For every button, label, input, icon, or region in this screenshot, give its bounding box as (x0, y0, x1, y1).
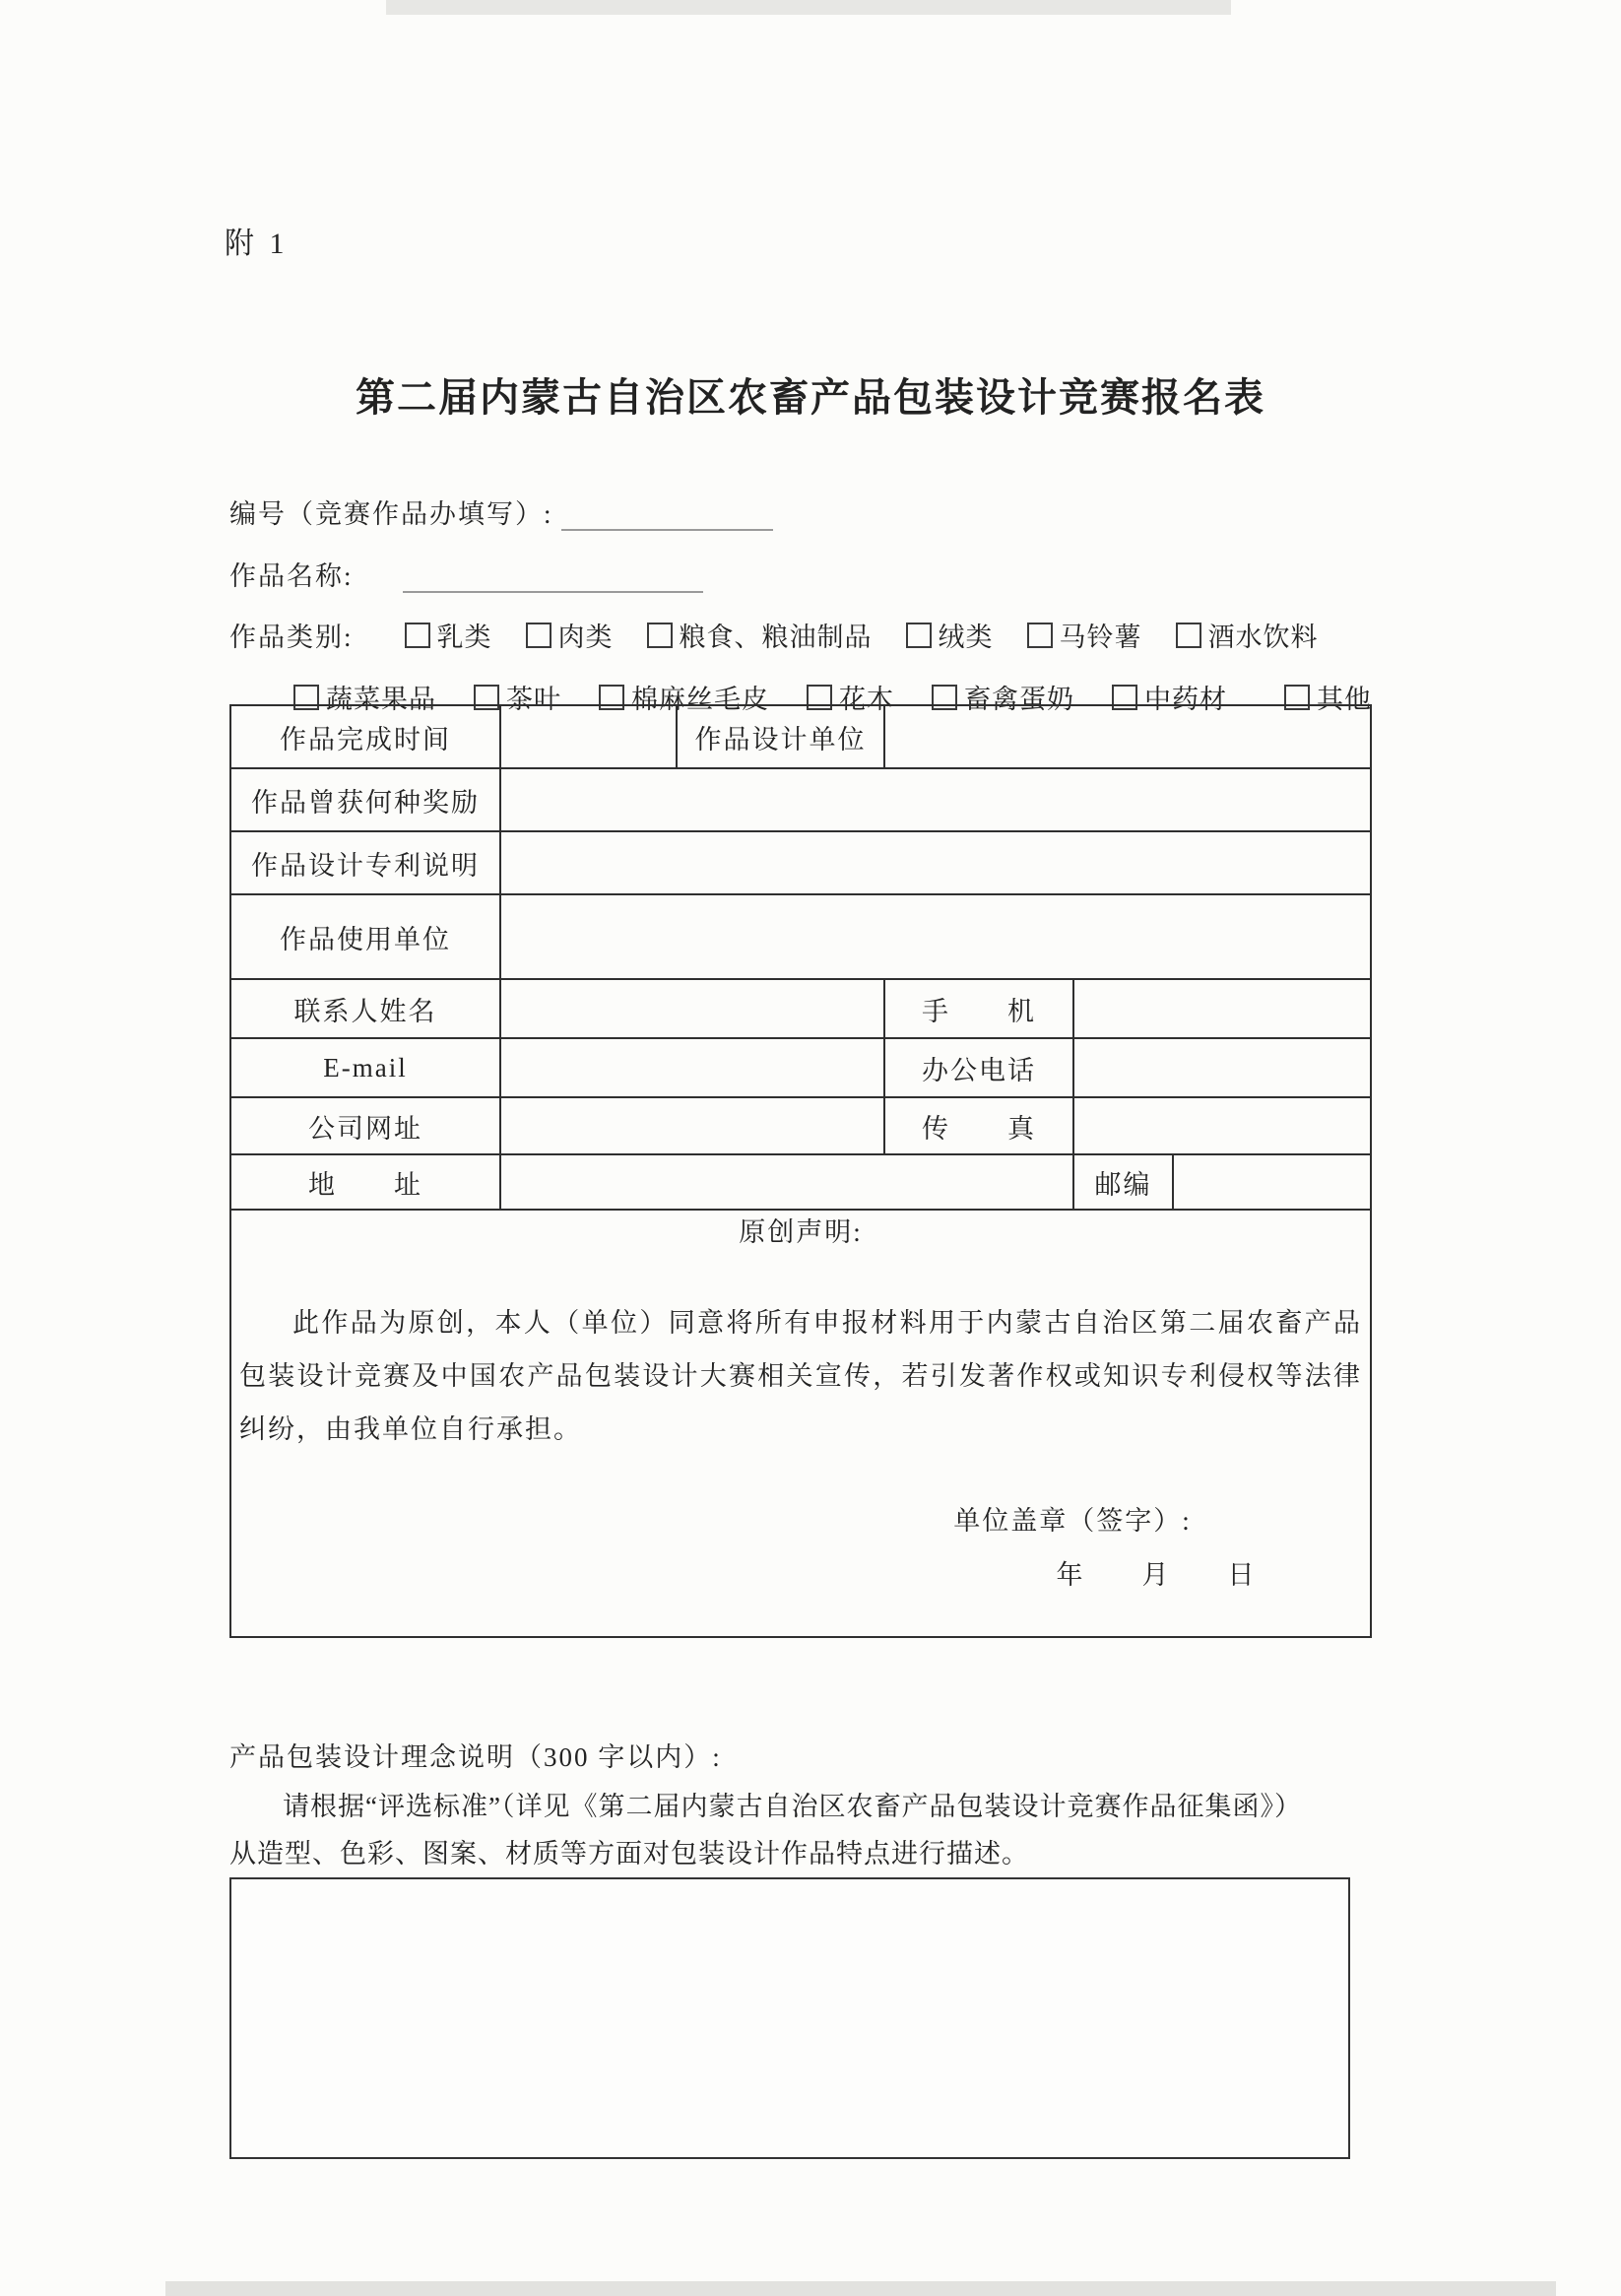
category-option-cashmere[interactable] (906, 616, 994, 654)
category-option-label: 马铃薯 (1059, 623, 1142, 652)
office-phone-label: 办公电话 (884, 1038, 1073, 1097)
design-unit-label: 作品设计单位 (677, 705, 884, 768)
category-option-grain[interactable] (647, 616, 873, 654)
address-label: 地 址 (230, 1154, 500, 1210)
category-option-label: 茶叶 (506, 685, 561, 714)
table-row (230, 705, 1371, 768)
checkbox-icon[interactable] (1176, 623, 1201, 648)
fax-label: 传 真 (884, 1097, 1073, 1154)
email-label: E-mail (230, 1038, 500, 1097)
category-option-label: 乳类 (436, 623, 492, 652)
attachment-label: 附 1 (225, 228, 289, 260)
table-row (230, 894, 1371, 979)
table-row (230, 831, 1371, 894)
patent-value-cell[interactable] (500, 831, 1371, 894)
email-value-cell[interactable] (500, 1038, 884, 1097)
postcode-value-cell[interactable] (1173, 1154, 1371, 1210)
concept-description-box[interactable] (229, 1877, 1350, 2159)
concept-heading: 产品包装设计理念说明（300 字以内）: (229, 1742, 722, 1772)
website-label: 公司网址 (230, 1097, 500, 1154)
checkbox-icon[interactable] (647, 623, 673, 648)
checkbox-icon[interactable] (405, 623, 430, 648)
category-option-label: 酒水饮料 (1207, 623, 1319, 652)
category-option-label: 中药材 (1144, 685, 1227, 714)
work-name-label: 作品名称: (229, 561, 354, 591)
concept-instruction-line2: 从造型、色彩、图案、材质等方面对包装设计作品特点进行描述。 (229, 1839, 1029, 1869)
category-option-meat[interactable] (526, 616, 614, 654)
category-option-label: 肉类 (557, 623, 614, 652)
user-unit-value-cell[interactable] (500, 894, 1371, 979)
fax-value-cell[interactable] (1073, 1097, 1371, 1154)
category-row-1 (229, 616, 1319, 654)
info-table (229, 704, 1372, 1638)
address-value-cell[interactable] (500, 1154, 1073, 1210)
page-title: 第二届内蒙古自治区农畜产品包装设计竞赛报名表 (356, 375, 1265, 420)
table-row (230, 979, 1371, 1038)
website-value-cell[interactable] (500, 1097, 884, 1154)
category-option-beverage[interactable] (1176, 616, 1319, 654)
checkbox-icon[interactable] (1027, 623, 1053, 648)
declaration-title: 原创声明: (739, 1217, 863, 1247)
category-option-label: 绒类 (938, 623, 994, 652)
category-option-label: 其他 (1317, 685, 1372, 714)
seal-signature-label: 单位盖章（签字）: (953, 1506, 1192, 1536)
user-unit-label: 作品使用单位 (230, 894, 500, 979)
table-row (230, 768, 1371, 831)
awards-label: 作品曾获何种奖励 (230, 768, 500, 831)
table-row (230, 1097, 1371, 1154)
table-row (230, 1210, 1371, 1637)
checkbox-icon[interactable] (906, 623, 932, 648)
category-option-label: 蔬菜果品 (326, 685, 436, 714)
office-phone-value-cell[interactable] (1073, 1038, 1371, 1097)
completion-time-label: 作品完成时间 (230, 705, 500, 768)
category-option-label: 花木 (839, 685, 894, 714)
category-option-dairy[interactable] (405, 616, 492, 654)
category-option-label: 棉麻丝毛皮 (631, 685, 769, 714)
category-option-label: 粮食、粮油制品 (679, 623, 873, 652)
postcode-label: 邮编 (1073, 1154, 1173, 1210)
scan-artifact-top (386, 0, 1231, 15)
category-label: 作品类别: (229, 623, 354, 652)
number-row (229, 492, 773, 531)
work-name-input-blank[interactable] (403, 565, 703, 593)
declaration-body: 此作品为原创，本人（单位）同意将所有申报材料用于内蒙古自治区第二届农畜产品包装设计竞赛及中国农产品包装设计大赛相关宣传，若引发著作权或知识专利侵权等法律纠纷，由我单位自行承担。 (239, 1308, 1362, 1444)
table-row (230, 1154, 1371, 1210)
contact-name-label: 联系人姓名 (230, 979, 500, 1038)
category-option-label: 畜禽蛋奶 (964, 685, 1074, 714)
awards-value-cell[interactable] (500, 768, 1371, 831)
work-name-row (229, 555, 703, 593)
completion-time-value-cell[interactable] (500, 705, 677, 768)
design-unit-value-cell[interactable] (884, 705, 1371, 768)
date-label: 年 月 日 (1056, 1560, 1257, 1590)
number-label: 编号（竞赛作品办填写）: (229, 499, 553, 529)
checkbox-icon[interactable] (526, 623, 551, 648)
table-row (230, 1038, 1371, 1097)
declaration-cell (230, 1210, 1371, 1637)
category-option-potato[interactable] (1027, 616, 1142, 654)
patent-label: 作品设计专利说明 (230, 831, 500, 894)
mobile-label: 手 机 (884, 979, 1073, 1038)
mobile-value-cell[interactable] (1073, 979, 1371, 1038)
scan-artifact-bottom (165, 2281, 1556, 2296)
contact-name-value-cell[interactable] (500, 979, 884, 1038)
concept-instruction-line1: 请根据“评选标准”（详见《第二届内蒙古自治区农畜产品包装设计竞赛作品征集函》） (283, 1792, 1302, 1821)
number-input-blank[interactable] (561, 503, 773, 531)
